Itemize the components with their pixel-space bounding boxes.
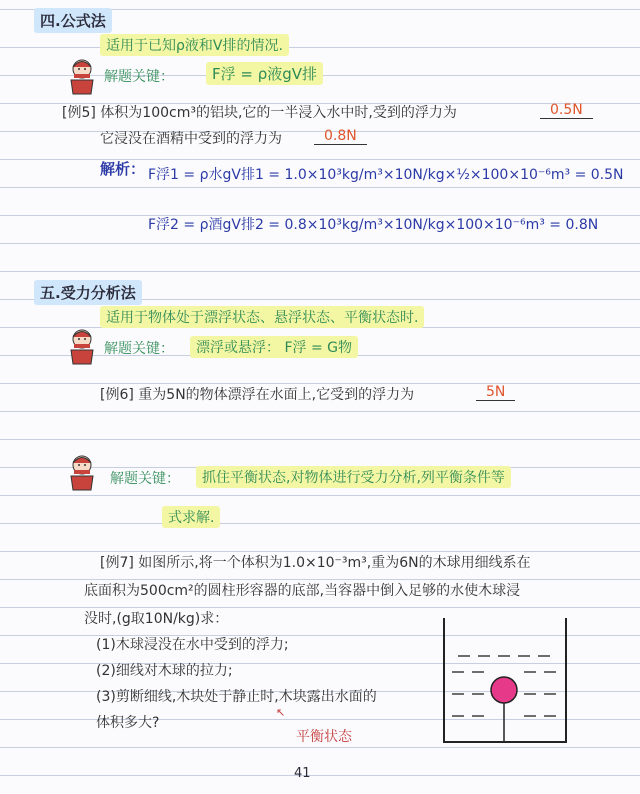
girl-avatar-icon [66,326,98,366]
example-5-answer-1: 0.5N [540,102,593,119]
example-5-analysis-label: 解析： [100,160,146,178]
example-7-line-1: [例7] 如图所示,将一个体积为1.0×10⁻³m³,重为6N的木球用细线系在 [100,555,531,571]
example-7-question-2: (2)细线对木球的拉力; [96,663,233,679]
key-3-text-1: 抓住平衡状态,对物体进行受力分析,列平衡条件等 [196,466,511,488]
arrow-icon: ↖ [276,706,286,719]
section-4-applies: 适用于已知ρ液和V排的情况. [100,34,289,56]
example-7-note: 平衡状态 [296,729,352,745]
container-diagram [438,614,572,748]
section-5-applies: 适用于物体处于漂浮状态、悬浮状态、平衡状态时. [100,306,424,328]
section-5-key-text: 漂浮或悬浮： F浮 = G物 [190,336,358,358]
example-6-line: [例6] 重为5N的物体漂浮在水面上,它受到的浮力为 [100,387,415,403]
example-7-line-3: 没时,(g取10N/kg)求： [84,611,229,627]
example-5-line-2: 它浸没在酒精中受到的浮力为 [100,131,282,147]
section-5-key-label: 解题关键： [104,341,174,357]
example-7-question-1: (1)木球浸没在水中受到的浮力; [96,637,289,653]
example-5-answer-2: 0.8N [314,128,367,145]
example-6-answer: 5N [476,384,515,401]
section-4-key-label: 解题关键： [104,69,174,85]
section-4-key-formula: F浮 = ρ液gV排 [206,62,323,85]
example-5-formula-2: F浮2 = ρ酒gV排2 = 0.8×10³kg/m³×10N/kg×100×10⁻⁶m³ = 0.8N [148,217,599,233]
example-7-question-3: (3)剪断细线,木块处于静止时,木块露出水面的 [96,689,377,705]
section-5-title: 五.受力分析法 [34,280,142,305]
girl-avatar-icon [66,56,98,96]
girl-avatar-icon [66,452,98,492]
example-7-line-2: 底面积为500cm²的圆柱形容器的底部,当容器中倒入足够的水使木球浸 [84,583,521,599]
page-number: 41 [294,766,311,781]
wooden-ball [491,677,517,703]
key-3-text-2: 式求解. [162,506,220,528]
example-5-formula-1: F浮1 = ρ水gV排1 = 1.0×10³kg/m³×10N/kg×½×100×10⁻⁶m³ = 0.5N [148,167,624,183]
example-5-line-1: [例5] 体积为100cm³的铝块,它的一半浸入水中时,受到的浮力为 [62,105,457,121]
key-3-label: 解题关键： [110,471,180,487]
section-4-title: 四.公式法 [34,8,112,33]
example-7-question-3-cont: 体积多大? [96,715,160,731]
